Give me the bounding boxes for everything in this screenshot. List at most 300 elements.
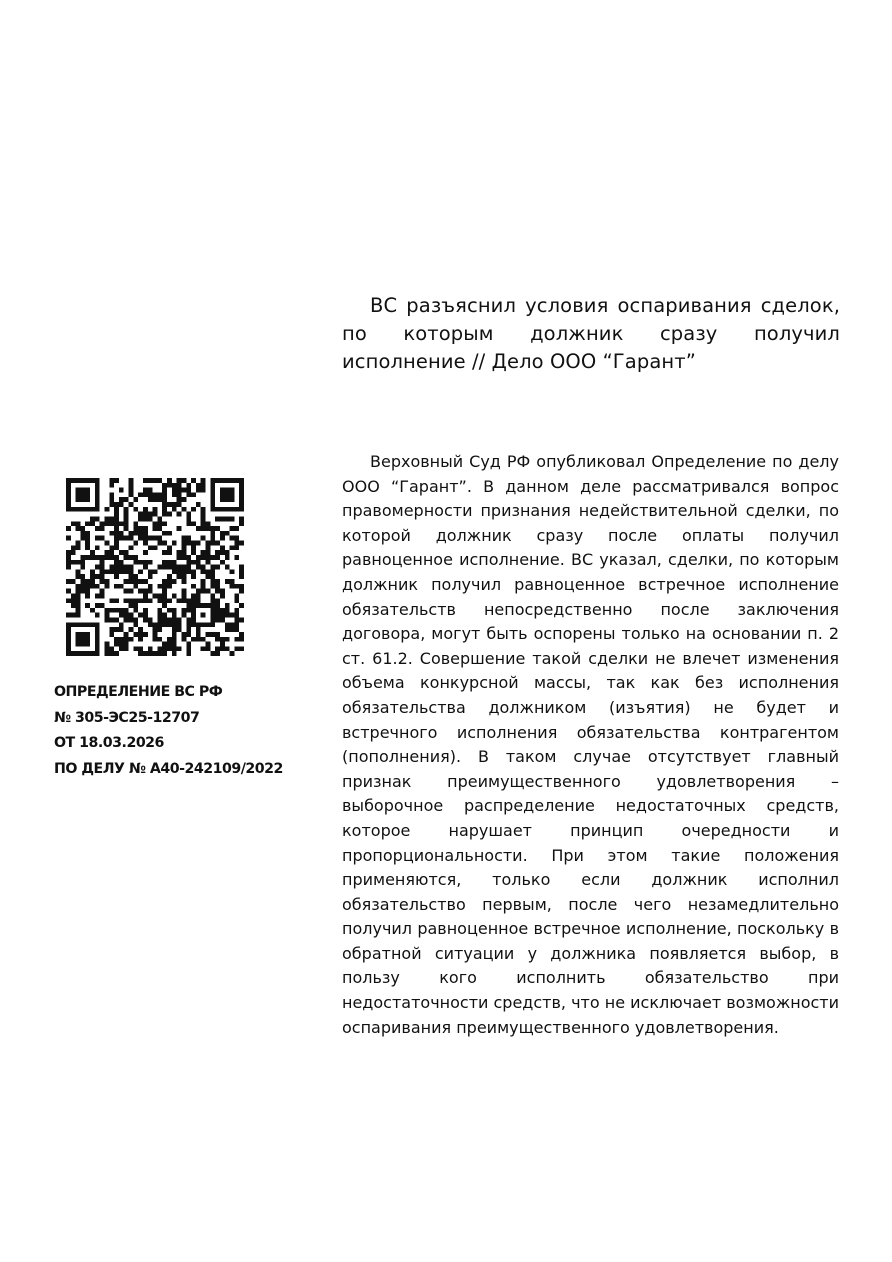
qr-module [234,555,239,560]
qr-module [234,541,239,546]
qr-module [109,627,114,632]
qr-module [133,555,138,560]
qr-module [157,637,162,642]
qr-module [157,541,162,546]
qr-module [215,608,220,613]
qr-module [90,608,95,613]
qr-module [143,618,148,623]
qr-module [129,483,134,488]
qr-module [114,531,119,536]
qr-module [76,545,81,550]
qr-module [210,526,215,531]
qr-module [206,550,211,555]
qr-module [138,569,143,574]
qr-module [157,608,162,613]
qr-module [230,584,235,589]
qr-module [210,565,215,570]
qr-module [95,497,100,502]
qr-module [129,574,134,579]
qr-module [71,651,76,656]
qr-module [80,488,85,493]
qr-module [201,521,206,526]
qr-module [157,651,162,656]
qr-module [124,646,129,651]
qr-module [186,565,191,570]
qr-module [76,622,81,627]
qr-module [138,560,143,565]
qr-module [172,651,177,656]
qr-module [220,642,225,647]
qr-module [109,550,114,555]
qr-module [119,637,124,642]
qr-module [143,632,148,637]
qr-module [157,478,162,483]
qr-module [66,497,71,502]
qr-module [186,632,191,637]
qr-module [172,618,177,623]
qr-module [196,526,201,531]
qr-module [129,613,134,618]
qr-module [71,545,76,550]
qr-module [162,502,167,507]
qr-module [66,536,71,541]
qr-module [186,555,191,560]
qr-module [201,555,206,560]
qr-module [133,632,138,637]
qr-module [133,507,138,512]
qr-module [196,627,201,632]
qr-module [95,632,100,637]
qr-module [191,574,196,579]
qr-module [177,646,182,651]
qr-module [177,627,182,632]
case-reference [54,680,324,782]
qr-module [196,560,201,565]
qr-module [181,598,186,603]
qr-module [133,526,138,531]
qr-module [220,560,225,565]
qr-module [215,565,220,570]
qr-module [215,632,220,637]
qr-module [119,497,124,502]
qr-module [114,545,119,550]
qr-module [210,536,215,541]
qr-module [181,545,186,550]
qr-module [181,589,186,594]
qr-module [80,555,85,560]
qr-module [162,507,167,512]
qr-module [138,646,143,651]
qr-module [220,492,225,497]
qr-module [66,526,71,531]
qr-module [85,579,90,584]
qr-module [239,589,244,594]
qr-module [66,598,71,603]
qr-module [220,516,225,521]
qr-module [210,541,215,546]
qr-module [172,488,177,493]
qr-module [220,593,225,598]
qr-module [157,516,162,521]
qr-module [181,593,186,598]
qr-module [85,541,90,546]
qr-module [114,651,119,656]
qr-module [230,622,235,627]
qr-module [210,478,215,483]
qr-module [239,507,244,512]
qr-module [162,613,167,618]
qr-module [191,637,196,642]
qr-module [181,632,186,637]
qr-module [143,516,148,521]
qr-module [201,589,206,594]
qr-module [66,579,71,584]
qr-module [114,478,119,483]
qr-module [206,642,211,647]
qr-module [100,579,105,584]
qr-module [76,608,81,613]
qr-module [191,478,196,483]
qr-module [71,613,76,618]
qr-module [129,627,134,632]
qr-module [186,536,191,541]
qr-module [239,497,244,502]
qr-module [167,502,172,507]
qr-module [225,565,230,570]
qr-module [90,622,95,627]
qr-module [114,536,119,541]
qr-module [109,497,114,502]
qr-module [119,560,124,565]
qr-module [114,512,119,517]
qr-module [85,651,90,656]
qr-module [206,560,211,565]
qr-module [162,579,167,584]
qr-module [148,584,153,589]
qr-module [162,521,167,526]
qr-module [85,536,90,541]
qr-module [124,598,129,603]
qr-module [129,618,134,623]
qr-module [210,488,215,493]
qr-module [181,488,186,493]
qr-module [177,497,182,502]
qr-module [215,618,220,623]
qr-module [167,622,172,627]
qr-module [210,622,215,627]
qr-module [76,603,81,608]
qr-module [162,584,167,589]
qr-module [143,536,148,541]
qr-module [196,637,201,642]
qr-module [143,560,148,565]
qr-module [225,622,230,627]
qr-module [191,521,196,526]
qr-module [177,512,182,517]
qr-module [104,613,109,618]
qr-module [172,622,177,627]
qr-module [201,488,206,493]
qr-module [138,632,143,637]
qr-module [153,526,158,531]
qr-module [196,593,201,598]
qr-module [85,545,90,550]
qr-module [124,618,129,623]
qr-module [239,483,244,488]
qr-module [109,598,114,603]
qr-module [234,622,239,627]
qr-module [104,541,109,546]
qr-module [162,550,167,555]
qr-module [186,483,191,488]
qr-module [90,516,95,521]
qr-module [196,565,201,570]
qr-module [206,603,211,608]
qr-module [220,536,225,541]
qr-module [114,618,119,623]
qr-module [138,536,143,541]
qr-module [215,550,220,555]
qr-module [172,608,177,613]
qr-module [90,579,95,584]
qr-module [177,502,182,507]
qr-module [186,512,191,517]
qr-module [124,608,129,613]
qr-module [124,550,129,555]
qr-module [191,618,196,623]
qr-module [85,492,90,497]
qr-module [186,569,191,574]
qr-module [167,550,172,555]
qr-module [133,622,138,627]
qr-module [95,536,100,541]
qr-module [148,516,153,521]
qr-module [220,507,225,512]
reference-line-title: ОПРЕДЕЛЕНИЕ ВС РФ [54,684,223,700]
qr-module [76,492,81,497]
qr-module [186,488,191,493]
qr-module [215,579,220,584]
qr-module [100,574,105,579]
qr-module [100,603,105,608]
qr-module [220,618,225,623]
qr-module [225,555,230,560]
qr-module [210,613,215,618]
qr-module [109,478,114,483]
qr-module [129,603,134,608]
qr-module [129,502,134,507]
qr-module [177,478,182,483]
qr-module [191,613,196,618]
qr-module [133,598,138,603]
qr-module [225,637,230,642]
qr-module [153,632,158,637]
qr-module [66,550,71,555]
qr-module [196,483,201,488]
qr-module [186,603,191,608]
qr-module [167,560,172,565]
qr-module [109,646,114,651]
qr-module [172,627,177,632]
qr-module [220,589,225,594]
qr-module [90,651,95,656]
qr-module [104,516,109,521]
qr-module [196,555,201,560]
qr-module [172,579,177,584]
qr-module [157,521,162,526]
qr-module [100,526,105,531]
qr-module [210,531,215,536]
qr-module [162,531,167,536]
qr-module [148,545,153,550]
qr-module [230,651,235,656]
qr-module [206,555,211,560]
qr-module [181,565,186,570]
qr-module [148,560,153,565]
qr-module [239,478,244,483]
qr-module [85,521,90,526]
qr-module [66,483,71,488]
qr-module [129,565,134,570]
qr-module [239,488,244,493]
qr-module [181,569,186,574]
qr-module [167,598,172,603]
qr-module [191,507,196,512]
qr-module [119,565,124,570]
qr-module [230,516,235,521]
qr-code[interactable] [66,478,244,656]
qr-module [201,622,206,627]
qr-module [104,550,109,555]
qr-module [80,497,85,502]
qr-module [129,536,134,541]
qr-module [104,618,109,623]
qr-module [220,613,225,618]
qr-module [95,488,100,493]
qr-module [196,603,201,608]
qr-module [76,569,81,574]
qr-module [119,642,124,647]
qr-module [143,492,148,497]
qr-module [191,598,196,603]
reference-line-number: № 305-ЭС25-12707 [54,709,200,726]
qr-module [181,574,186,579]
qr-module [143,526,148,531]
qr-module [95,651,100,656]
qr-module [167,512,172,517]
qr-module [196,502,201,507]
qr-module [95,613,100,618]
qr-module [157,497,162,502]
qr-module [210,651,215,656]
qr-module [76,574,81,579]
qr-module [109,516,114,521]
qr-module [230,536,235,541]
qr-module [186,651,191,656]
qr-module [80,565,85,570]
qr-module [129,545,134,550]
qr-module [167,579,172,584]
qr-module [186,618,191,623]
qr-module [234,646,239,651]
qr-module [124,521,129,526]
qr-module [80,632,85,637]
qr-module [215,555,220,560]
qr-module [100,536,105,541]
qr-module [162,497,167,502]
qr-module [201,569,206,574]
qr-module [239,569,244,574]
qr-module [234,545,239,550]
qr-module [225,497,230,502]
qr-module [95,622,100,627]
qr-module [114,574,119,579]
qr-module [148,589,153,594]
qr-module [172,492,177,497]
qr-module [206,589,211,594]
qr-module [201,512,206,517]
qr-module [119,569,124,574]
qr-module [172,507,177,512]
qr-module [196,598,201,603]
qr-module [201,478,206,483]
qr-module [138,589,143,594]
qr-module [167,608,172,613]
qr-module [80,584,85,589]
qr-module [114,521,119,526]
qr-module [230,492,235,497]
qr-module [230,545,235,550]
qr-module [143,565,148,570]
qr-module [124,637,129,642]
qr-module [196,632,201,637]
qr-module [133,618,138,623]
qr-module [191,569,196,574]
qr-module [124,526,129,531]
qr-module [215,584,220,589]
qr-module [95,642,100,647]
qr-module [104,651,109,656]
qr-module [85,488,90,493]
qr-module [129,492,134,497]
qr-module [196,541,201,546]
qr-module [133,579,138,584]
qr-module [162,642,167,647]
qr-module [66,565,71,570]
qr-module [100,589,105,594]
qr-module [234,593,239,598]
qr-module [172,593,177,598]
qr-module [186,516,191,521]
qr-module [167,574,172,579]
qr-module [129,589,134,594]
qr-module [124,632,129,637]
qr-module [71,521,76,526]
qr-module [167,642,172,647]
qr-module [157,526,162,531]
qr-module [210,569,215,574]
qr-module [191,560,196,565]
qr-module [85,593,90,598]
qr-module [215,589,220,594]
qr-module [210,632,215,637]
qr-module [104,646,109,651]
qr-module [177,555,182,560]
qr-module [124,536,129,541]
qr-module [162,593,167,598]
qr-module [85,584,90,589]
qr-module [66,507,71,512]
